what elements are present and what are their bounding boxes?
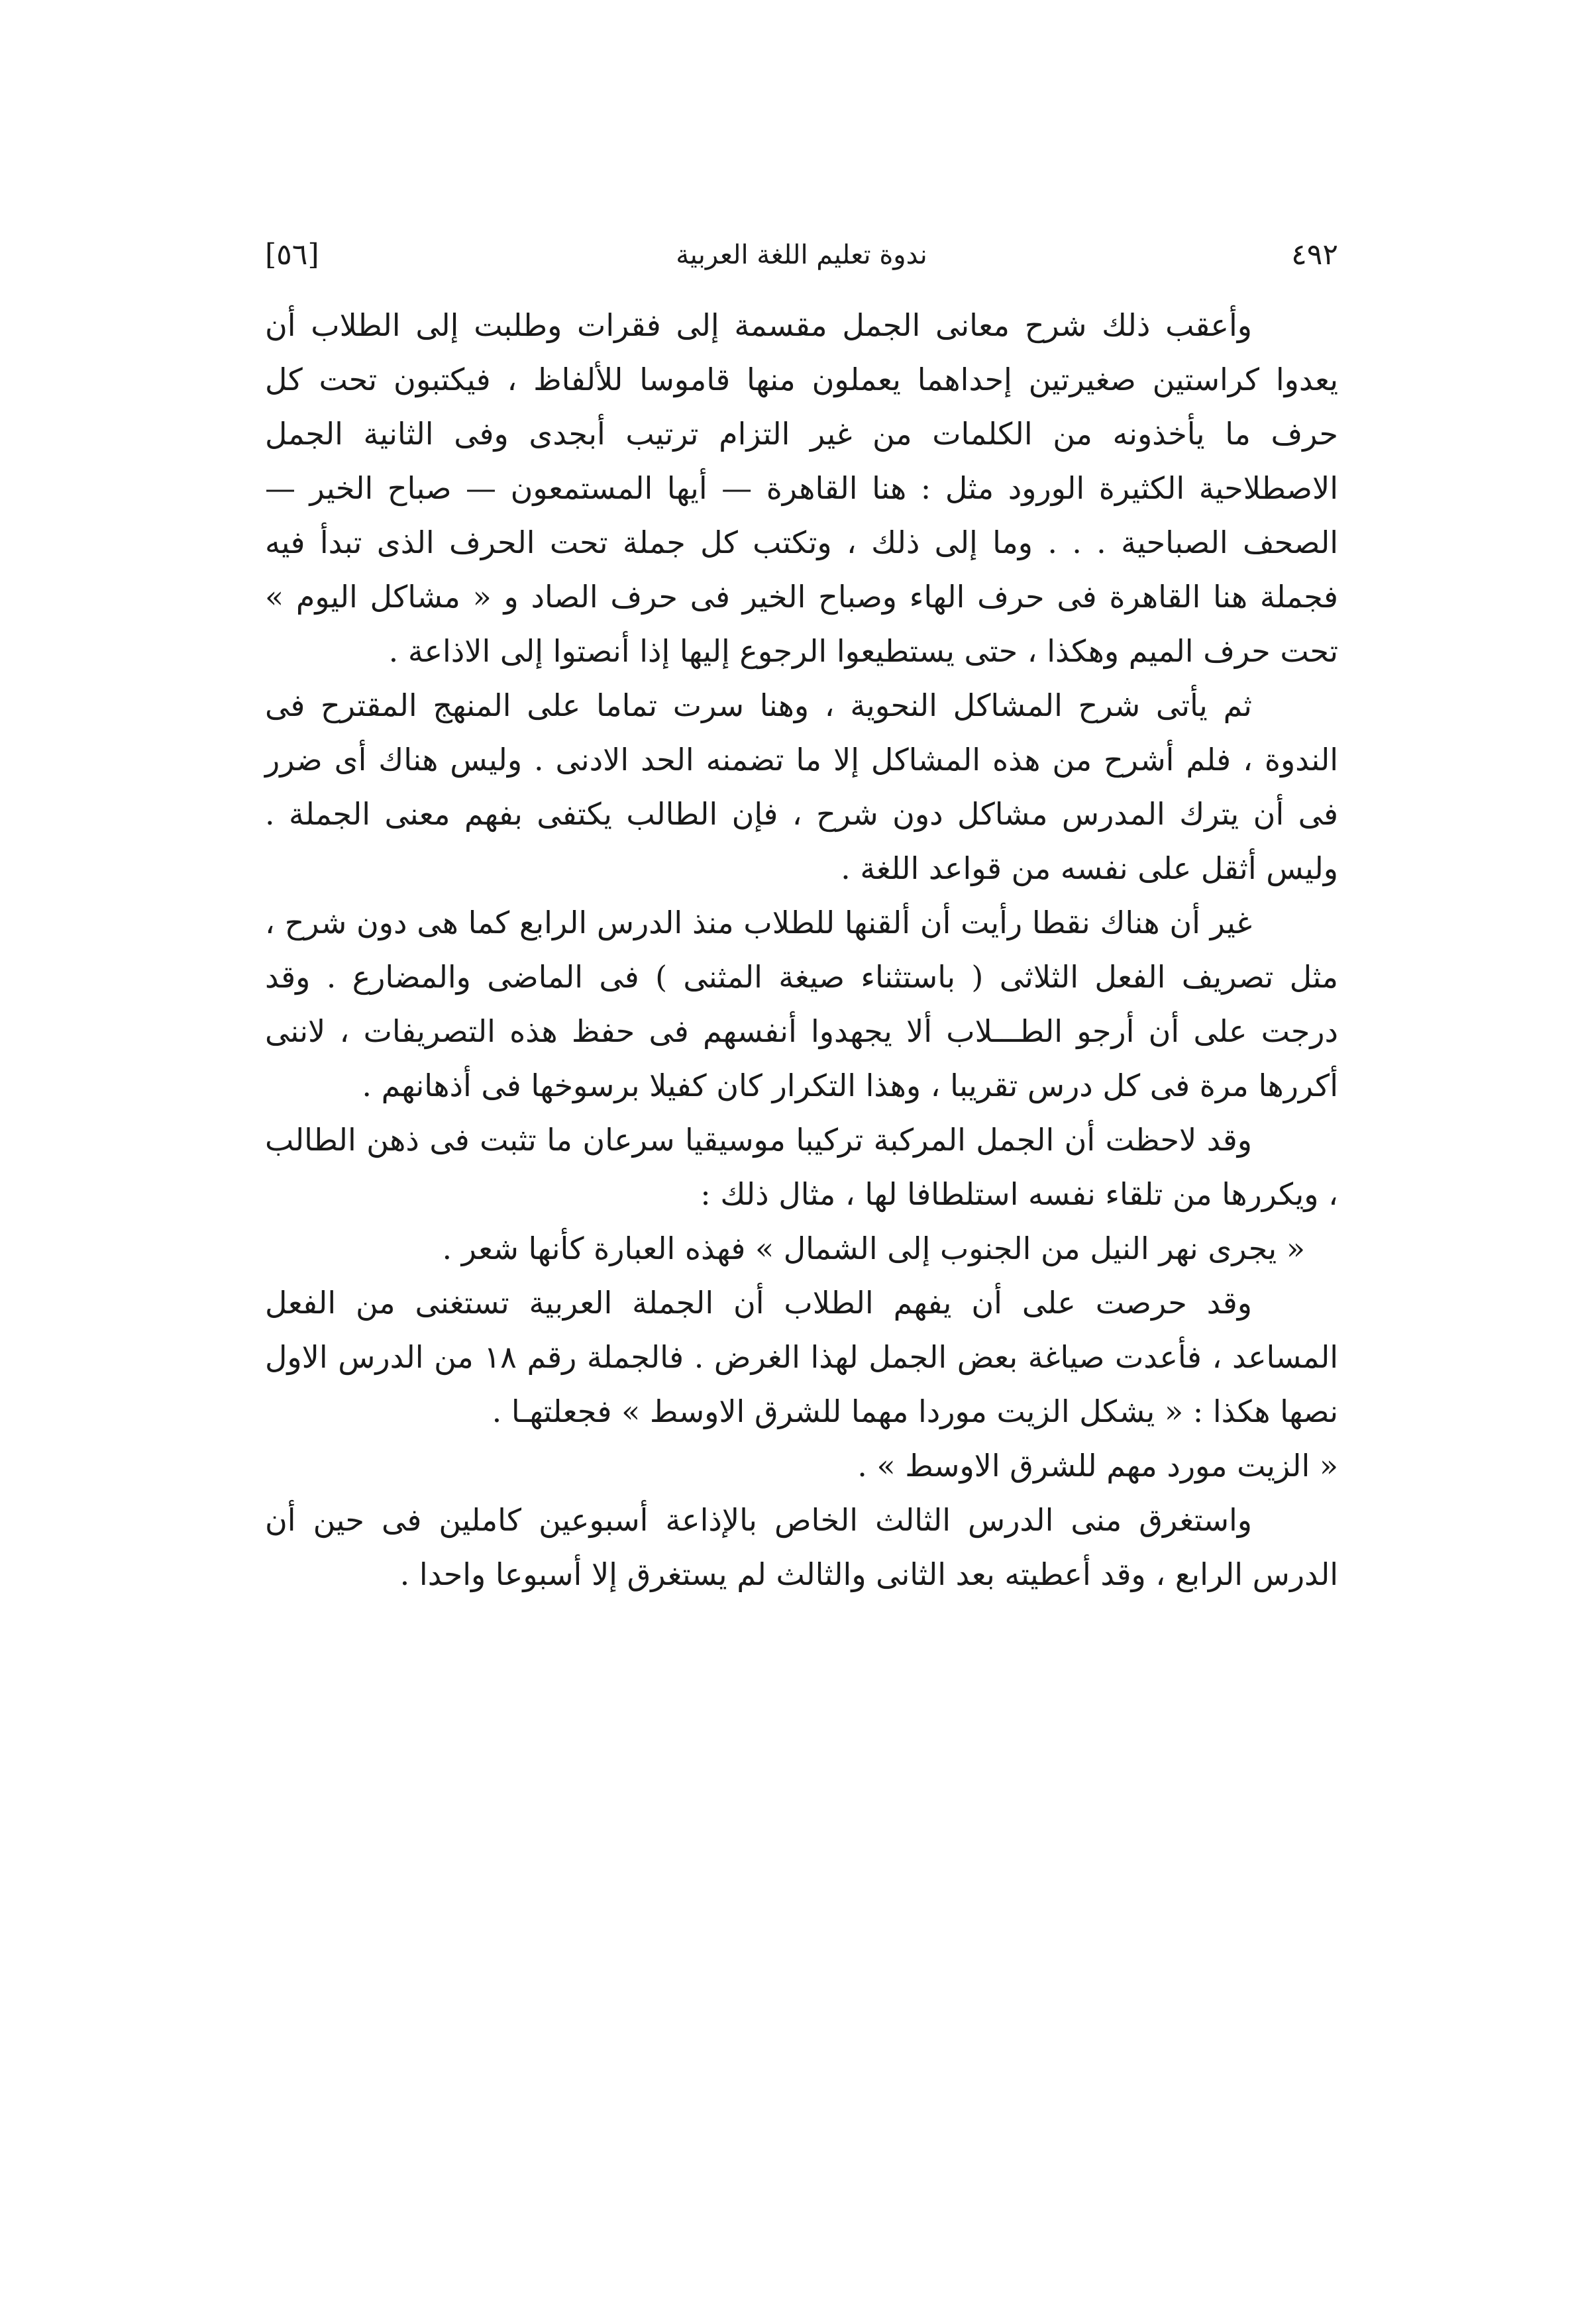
paragraph-5: وقد حرصت على أن يفهم الطلاب أن الجملة العربية تستغنى من الفعل المساعد ، فأعدت صياغة بعض الجمل لهذا الغرض . فالجملة رقم ١٨ من الدرس الاول نصها هكذا : « يشكل الزيت موردا مهما للشرق الاوسط » فجعلتهـا . [265, 1285, 1338, 1429]
paragraph-3: غير أن هناك نقطا رأيت أن ألقنها للطلاب منذ الدرس الرابع كما هى دون شرح ، مثل تصريف الفعل الثلاثى ( باستثناء صيغة المثنى ) فى الماضى والمضارع . وقد درجت على أن أرجو الطـــلاب ألا يجهدوا أنفسهم فى حفظ هذه التصريفات ، لاننى أكررها مرة فى كل درس تقريبا ، وهذا التكرار كان كفيلا برسوخها فى أذهانهم . [265, 905, 1338, 1103]
paragraph-6: واستغرق منى الدرس الثالث الخاص بالإذاعة أسبوعين كاملين فى حين أن الدرس الرابع ، وقد أعطيته بعد الثانى والثالث لم يستغرق إلا أسبوعا واحدا . [265, 1502, 1338, 1592]
page-header [265, 228, 1338, 281]
quoted-sentence: « يجرى نهر النيل من الجنوب إلى الشمال » فهذه العبارة كأنها شعر . [442, 1231, 1305, 1266]
running-title: ندوة تعليم اللغة العربية [676, 240, 927, 270]
body-text [265, 298, 1338, 1601]
paragraph-1: وأعقب ذلك شرح معانى الجمل مقسمة إلى فقرات وطلبت إلى الطلاب أن يعدوا كراستين صغيرتين إحداهما يعملون منها قاموسا للألفاظ ، فيكتبون تحت كل حرف ما يأخذونه من الكلمات من غير التزام ترتيب أبجدى وفى الثانية الجمل الاصطلاحية الكثيرة الورود مثل : هنا القاهرة — أيها المستمعون — صباح الخير — الصحف الصباحية . . . وما إلى ذلك ، وتكتب كل جملة تحت الحرف الذى تبدأ فيه فجملة هنا القاهرة فى حرف الهاء وصباح الخير فى حرف الصاد و « مشاكل اليوم » تحت حرف الميم وهكذا ، حتى يستطيعوا الرجوع إليها إذا أنصتوا إلى الاذاعة . [265, 307, 1338, 669]
page-number: ٤٩٢ [1291, 238, 1338, 272]
paragraph-2: ثم يأتى شرح المشاكل النحوية ، وهنا سرت تماما على المنهج المقترح فى الندوة ، فلم أشرح من هذه المشاكل إلا ما تضمنه الحد الادنى . وليس هناك أى ضرر فى أن يترك المدرس مشاكل دون شرح ، فإن الطالب يكتفى بفهم معنى الجملة . وليس أثقل على نفسه من قواعد اللغة . [265, 687, 1338, 886]
paragraph-4: وقد لاحظت أن الجمل المركبة تركيبا موسيقيا سرعان ما تثبت فى ذهن الطالب ، ويكررها من تلقاء نفسه استلطافا لها ، مثال ذلك : [265, 1122, 1338, 1212]
rewritten-sentence: « الزيت مورد مهم للشرق الاوسط » . [857, 1448, 1338, 1484]
section-number: [٥٦] [265, 238, 319, 272]
